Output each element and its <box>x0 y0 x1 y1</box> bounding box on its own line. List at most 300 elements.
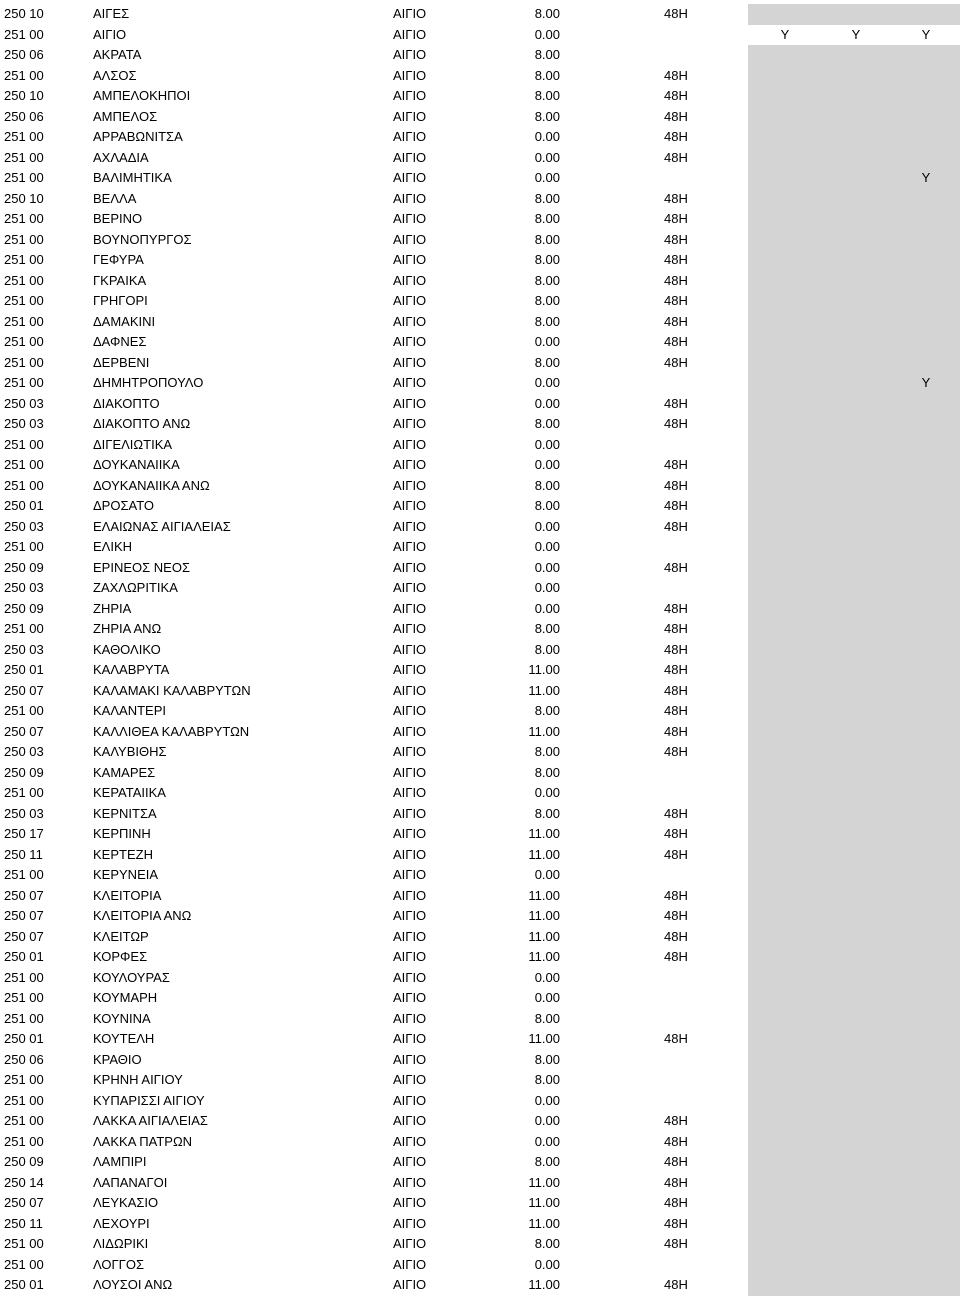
delivery-time-cell: 48H <box>664 190 688 206</box>
flag-cell-1 <box>779 1234 791 1255</box>
price-cell: 0.00 <box>534 1133 560 1149</box>
price-cell: 8.00 <box>534 764 560 780</box>
flag-cell-1 <box>779 578 791 599</box>
location-name-cell: ΚΡΑΘΙΟ <box>93 1051 142 1067</box>
city-cell: ΑΙΓΙΟ <box>393 559 427 575</box>
price-cell: 11.00 <box>528 826 560 841</box>
postal-code-cell: 250 03 <box>4 744 44 759</box>
table-row <box>0 455 960 476</box>
flag-cell-2 <box>850 660 862 681</box>
postal-code-cell: 250 14 <box>4 1174 44 1190</box>
flag-cell-1 <box>779 66 791 87</box>
table-row <box>0 1152 960 1173</box>
flag-cell-2 <box>850 640 862 661</box>
flag-cell-2 <box>850 148 862 169</box>
price-cell: 8.00 <box>534 1072 560 1087</box>
table-row <box>0 4 960 25</box>
location-name-cell: ΛΑΚΚΑ ΑΙΓΙΑΛΕΙΑΣ <box>93 1113 208 1128</box>
postal-code-cell: 251 00 <box>4 1113 44 1128</box>
flag-cell-3: Y <box>921 26 931 42</box>
price-cell: 11.00 <box>528 928 560 944</box>
city-cell: ΑΙΓΙΟ <box>393 272 427 288</box>
location-name-cell: ΔΟΥΚΑΝΑΙΙΚΑ ΑΝΩ <box>93 477 210 493</box>
table-row <box>0 496 960 517</box>
city-cell: ΑΙΓΙΟ <box>393 641 427 657</box>
delivery-time-cell: 48H <box>664 211 688 226</box>
flag-cell-2 <box>850 845 862 866</box>
flag-cell-1 <box>779 86 791 107</box>
location-name-cell: ΛΕΥΚΑΣΙΟ <box>93 1195 159 1210</box>
delivery-time-cell: 48H <box>664 149 688 165</box>
delivery-time-cell: 48H <box>664 129 688 144</box>
flag-cell-2: Y <box>851 26 861 42</box>
city-cell: ΑΙΓΙΟ <box>393 744 427 759</box>
postal-code-cell: 250 03 <box>4 518 44 534</box>
flag-cell-1 <box>779 619 791 640</box>
table-row <box>0 1050 960 1071</box>
location-name-cell: ΛΑΠΑΝΑΓΟΙ <box>93 1174 168 1190</box>
location-name-cell: ΓΕΦΥΡΑ <box>93 252 144 267</box>
table-row <box>0 845 960 866</box>
table-row <box>0 127 960 148</box>
flag-cell-2 <box>850 1009 862 1030</box>
delivery-time-cell: 48H <box>664 1154 688 1169</box>
location-name-cell: ΛΑΜΠΙΡΙ <box>93 1154 147 1169</box>
delivery-time-cell: 48H <box>664 744 688 759</box>
flag-cell-3 <box>920 1234 932 1255</box>
price-cell: 8.00 <box>534 211 560 226</box>
delivery-time-cell: 48H <box>664 662 688 677</box>
postal-code-cell: 251 00 <box>4 354 44 370</box>
location-name-cell: ΖΗΡΙΑ <box>93 600 132 616</box>
city-cell: ΑΙΓΙΟ <box>393 887 427 903</box>
price-cell: 8.00 <box>534 416 560 431</box>
flag-cell-3 <box>920 599 932 620</box>
location-name-cell: ΚΟΥΜΑΡΗ <box>93 990 158 1005</box>
delivery-time-cell: 48H <box>664 416 688 431</box>
flag-cell-3 <box>920 824 932 845</box>
price-cell: 0.00 <box>534 580 560 595</box>
table-row <box>0 824 960 845</box>
locations-table <box>0 4 960 1296</box>
flag-cell-3 <box>920 988 932 1009</box>
flag-cell-1 <box>779 1152 791 1173</box>
postal-code-cell: 250 10 <box>4 6 44 21</box>
table-row <box>0 271 960 292</box>
postal-code-cell: 251 00 <box>4 252 44 267</box>
delivery-time-cell: 48H <box>664 252 688 267</box>
flag-cell-1 <box>779 291 791 312</box>
postal-code-cell: 251 00 <box>4 272 44 288</box>
price-cell: 8.00 <box>534 703 560 718</box>
table-row <box>0 1111 960 1132</box>
flag-cell-1 <box>779 271 791 292</box>
delivery-time-cell: 48H <box>664 231 688 247</box>
flag-cell-2 <box>850 742 862 763</box>
price-cell: 11.00 <box>528 846 560 862</box>
flag-cell-1 <box>779 763 791 784</box>
flag-cell-2 <box>850 578 862 599</box>
flag-cell-3 <box>920 845 932 866</box>
flag-cell-2 <box>850 373 862 394</box>
flag-cell-1 <box>779 804 791 825</box>
flag-cell-2 <box>850 127 862 148</box>
flag-cell-2 <box>850 1234 862 1255</box>
price-cell: 11.00 <box>528 662 560 677</box>
postal-code-cell: 251 00 <box>4 170 44 185</box>
location-name-cell: ΔΟΥΚΑΝΑΙΙΚΑ <box>93 457 180 472</box>
postal-code-cell: 250 10 <box>4 88 44 103</box>
delivery-time-cell: 48H <box>664 1236 688 1251</box>
city-cell: ΑΙΓΙΟ <box>393 108 427 124</box>
flag-cell-1 <box>779 1255 791 1276</box>
price-cell: 0.00 <box>534 1113 560 1128</box>
city-cell: ΑΙΓΙΟ <box>393 990 427 1005</box>
location-name-cell: ΔΗΜΗΤΡΟΠΟΥΛΟ <box>93 375 204 390</box>
flag-cell-3 <box>920 209 932 230</box>
flag-cell-3 <box>920 1152 932 1173</box>
postal-code-cell: 251 00 <box>4 1236 44 1251</box>
postal-code-cell: 251 00 <box>4 334 44 349</box>
flag-cell-1 <box>779 394 791 415</box>
location-name-cell: ΚΟΥΤΕΛΗ <box>93 1031 155 1046</box>
location-name-cell: ΚΕΡΠΙΝΗ <box>93 826 151 841</box>
table-row <box>0 599 960 620</box>
flag-cell-2 <box>850 86 862 107</box>
price-cell: 8.00 <box>534 88 560 103</box>
location-name-cell: ΛΕΧΟΥΡΙ <box>93 1215 150 1231</box>
city-cell: ΑΙΓΙΟ <box>393 867 427 882</box>
flag-cell-2 <box>850 1091 862 1112</box>
delivery-time-cell: 48H <box>664 928 688 944</box>
table-row <box>0 1234 960 1255</box>
flag-cell-1 <box>779 230 791 251</box>
price-cell: 0.00 <box>534 436 560 452</box>
flag-cell-2 <box>850 476 862 497</box>
location-name-cell: ΔΑΜΑΚΙΝΙ <box>93 313 156 329</box>
city-cell: ΑΙΓΙΟ <box>393 580 427 595</box>
location-name-cell: ΛΙΔΩΡΙΚΙ <box>93 1236 149 1251</box>
price-cell: 8.00 <box>534 47 560 62</box>
delivery-time-cell: 48H <box>664 949 688 964</box>
postal-code-cell: 251 00 <box>4 211 44 226</box>
flag-cell-3 <box>920 865 932 886</box>
postal-code-cell: 251 00 <box>4 1092 44 1108</box>
flag-cell-1 <box>779 947 791 968</box>
table-row <box>0 927 960 948</box>
table-row <box>0 414 960 435</box>
city-cell: ΑΙΓΙΟ <box>393 375 427 390</box>
location-name-cell: ΑΚΡΑΤΑ <box>93 47 142 62</box>
postal-code-cell: 250 06 <box>4 1051 44 1067</box>
flag-cell-3 <box>920 353 932 374</box>
postal-code-cell: 251 00 <box>4 149 44 165</box>
flag-cell-1 <box>779 1111 791 1132</box>
location-name-cell: ΚΑΜΑΡΕΣ <box>93 764 156 780</box>
flag-cell-2 <box>850 168 862 189</box>
flag-cell-1 <box>779 435 791 456</box>
flag-cell-3 <box>920 1091 932 1112</box>
price-cell: 0.00 <box>534 518 560 534</box>
flag-cell-3 <box>920 230 932 251</box>
price-cell: 8.00 <box>534 67 560 83</box>
flag-cell-3 <box>920 1255 932 1276</box>
city-cell: ΑΙΓΙΟ <box>393 682 427 698</box>
price-cell: 0.00 <box>534 539 560 554</box>
location-name-cell: ΚΑΘΟΛΙΚΟ <box>93 641 161 657</box>
flag-cell-3 <box>920 332 932 353</box>
flag-cell-2 <box>850 886 862 907</box>
postal-code-cell: 251 00 <box>4 1256 44 1272</box>
delivery-time-cell: 48H <box>664 621 688 636</box>
flag-cell-2 <box>850 291 862 312</box>
location-name-cell: ΚΛΕΙΤΩΡ <box>93 928 149 944</box>
price-cell: 0.00 <box>534 969 560 985</box>
table-row <box>0 537 960 558</box>
price-cell: 0.00 <box>534 149 560 165</box>
postal-code-cell: 251 00 <box>4 26 44 42</box>
flag-cell-1 <box>779 537 791 558</box>
table-row <box>0 886 960 907</box>
location-name-cell: ΚΑΛΑΝΤΕΡΙ <box>93 703 166 718</box>
postal-code-cell: 251 00 <box>4 477 44 493</box>
city-cell: ΑΙΓΙΟ <box>393 26 427 42</box>
flag-cell-1 <box>779 1050 791 1071</box>
delivery-time-cell: 48H <box>664 1133 688 1149</box>
flag-cell-1 <box>779 1193 791 1214</box>
flag-cell-3 <box>920 640 932 661</box>
flag-cell-2 <box>850 1214 862 1235</box>
table-row <box>0 1193 960 1214</box>
postal-code-cell: 251 00 <box>4 457 44 472</box>
flag-cell-2 <box>850 230 862 251</box>
delivery-time-cell: 48H <box>664 293 688 308</box>
city-cell: ΑΙΓΙΟ <box>393 252 427 267</box>
flag-cell-1 <box>779 312 791 333</box>
postal-code-cell: 251 00 <box>4 231 44 247</box>
flag-cell-2 <box>850 763 862 784</box>
price-cell: 11.00 <box>528 887 560 903</box>
delivery-time-cell: 48H <box>664 354 688 370</box>
table-row <box>0 1070 960 1091</box>
flag-cell-3 <box>920 45 932 66</box>
flag-cell-3 <box>920 1111 932 1132</box>
location-name-cell: ΚΥΠΑΡΙΣΣΙ ΑΙΓΙΟΥ <box>93 1092 205 1108</box>
flag-cell-2 <box>850 804 862 825</box>
city-cell: ΑΙΓΙΟ <box>393 477 427 493</box>
delivery-time-cell: 48H <box>664 1174 688 1190</box>
location-name-cell: ΒΟΥΝΟΠΥΡΓΟΣ <box>93 231 192 247</box>
delivery-time-cell: 48H <box>664 1113 688 1128</box>
flag-cell-2 <box>850 1255 862 1276</box>
location-name-cell: ΚΑΛΑΜΑΚΙ ΚΑΛΑΒΡΥΤΩΝ <box>93 682 251 698</box>
flag-cell-2 <box>850 332 862 353</box>
flag-cell-1 <box>779 353 791 374</box>
table-row <box>0 517 960 538</box>
flag-cell-2 <box>850 271 862 292</box>
price-cell: 8.00 <box>534 354 560 370</box>
price-cell: 11.00 <box>528 1215 560 1231</box>
delivery-time-cell: 48H <box>664 313 688 329</box>
flag-cell-3 <box>920 517 932 538</box>
price-cell: 8.00 <box>534 641 560 657</box>
city-cell: ΑΙΓΙΟ <box>393 498 427 513</box>
flag-cell-1 <box>779 209 791 230</box>
city-cell: ΑΙΓΙΟ <box>393 1256 427 1272</box>
location-name-cell: ΒΕΡΙΝΟ <box>93 211 143 226</box>
table-row <box>0 148 960 169</box>
flag-cell-3 <box>920 927 932 948</box>
city-cell: ΑΙΓΙΟ <box>393 293 427 308</box>
flag-cell-3 <box>920 968 932 989</box>
postal-code-cell: 250 09 <box>4 764 44 780</box>
flag-cell-3 <box>920 619 932 640</box>
table-row <box>0 1173 960 1194</box>
table-row <box>0 968 960 989</box>
price-cell: 0.00 <box>534 375 560 390</box>
location-name-cell: ΚΕΡΝΙΤΣΑ <box>93 805 157 821</box>
price-cell: 0.00 <box>534 990 560 1005</box>
flag-cell-3 <box>920 1050 932 1071</box>
flag-cell-3 <box>920 722 932 743</box>
location-name-cell: ΔΕΡΒΕΝΙ <box>93 354 150 370</box>
postal-code-cell: 250 17 <box>4 826 44 841</box>
city-cell: ΑΙΓΙΟ <box>393 67 427 83</box>
location-name-cell: ΕΡΙΝΕΟΣ ΝΕΟΣ <box>93 559 190 575</box>
flag-cell-3 <box>920 804 932 825</box>
delivery-time-cell: 48H <box>664 88 688 103</box>
table-row <box>0 701 960 722</box>
flag-cell-2 <box>850 1029 862 1050</box>
price-cell: 8.00 <box>534 108 560 124</box>
flag-cell-2 <box>850 537 862 558</box>
price-cell: 0.00 <box>534 26 560 42</box>
price-cell: 0.00 <box>534 170 560 185</box>
location-name-cell: ΛΟΥΣΟΙ ΑΝΩ <box>93 1277 173 1292</box>
table-row <box>0 640 960 661</box>
flag-cell-3 <box>920 148 932 169</box>
city-cell: ΑΙΓΙΟ <box>393 764 427 780</box>
flag-cell-1 <box>779 558 791 579</box>
delivery-time-cell: 48H <box>664 682 688 698</box>
city-cell: ΑΙΓΙΟ <box>393 457 427 472</box>
flag-cell-1 <box>779 1275 791 1296</box>
flag-cell-2 <box>850 988 862 1009</box>
location-name-cell: ΑΧΛΑΔΙΑ <box>93 149 149 165</box>
city-cell: ΑΙΓΙΟ <box>393 354 427 370</box>
flag-cell-2 <box>850 250 862 271</box>
postal-code-cell: 251 00 <box>4 1072 44 1087</box>
city-cell: ΑΙΓΙΟ <box>393 539 427 554</box>
flag-cell-2 <box>850 968 862 989</box>
city-cell: ΑΙΓΙΟ <box>393 908 427 923</box>
price-cell: 0.00 <box>534 559 560 575</box>
table-row <box>0 373 960 394</box>
table-row <box>0 209 960 230</box>
city-cell: ΑΙΓΙΟ <box>393 785 427 800</box>
table-row <box>0 353 960 374</box>
postal-code-cell: 250 03 <box>4 416 44 431</box>
flag-cell-3 <box>920 1009 932 1030</box>
city-cell: ΑΙΓΙΟ <box>393 231 427 247</box>
flag-cell-1 <box>779 783 791 804</box>
table-row <box>0 25 960 46</box>
table-row <box>0 1132 960 1153</box>
table-row <box>0 722 960 743</box>
postal-code-cell: 251 00 <box>4 293 44 308</box>
flag-cell-2 <box>850 619 862 640</box>
postal-code-cell: 250 07 <box>4 1195 44 1210</box>
price-cell: 11.00 <box>528 682 560 698</box>
delivery-time-cell: 48H <box>664 703 688 718</box>
location-name-cell: ΚΑΛΑΒΡΥΤΑ <box>93 662 170 677</box>
flag-cell-3 <box>920 906 932 927</box>
flag-cell-3: Y <box>921 170 931 185</box>
flag-cell-1 <box>779 722 791 743</box>
table-row <box>0 332 960 353</box>
price-cell: 8.00 <box>534 1010 560 1026</box>
table-row <box>0 476 960 497</box>
price-cell: 0.00 <box>534 1256 560 1272</box>
flag-cell-2 <box>850 189 862 210</box>
flag-cell-2 <box>850 927 862 948</box>
city-cell: ΑΙΓΙΟ <box>393 47 427 62</box>
postal-code-cell: 251 00 <box>4 785 44 800</box>
location-name-cell: ΚΛΕΙΤΟΡΙΑ ΑΝΩ <box>93 908 192 923</box>
postal-code-cell: 251 00 <box>4 969 44 985</box>
flag-cell-3 <box>920 1193 932 1214</box>
delivery-time-cell: 48H <box>664 6 688 21</box>
city-cell: ΑΙΓΙΟ <box>393 211 427 226</box>
city-cell: ΑΙΓΙΟ <box>393 662 427 677</box>
flag-cell-2 <box>850 783 862 804</box>
table-row <box>0 1255 960 1276</box>
city-cell: ΑΙΓΙΟ <box>393 1051 427 1067</box>
city-cell: ΑΙΓΙΟ <box>393 1072 427 1087</box>
price-cell: 0.00 <box>534 1092 560 1108</box>
location-name-cell: ΒΑΛΙΜΗΤΙΚΑ <box>93 170 172 185</box>
price-cell: 8.00 <box>534 744 560 759</box>
flag-cell-2 <box>850 681 862 702</box>
location-name-cell: ΑΛΣΟΣ <box>93 67 137 83</box>
flag-cell-2 <box>850 558 862 579</box>
flag-cell-3 <box>920 455 932 476</box>
price-cell: 0.00 <box>534 785 560 800</box>
flag-cell-1 <box>779 1132 791 1153</box>
delivery-time-cell: 48H <box>664 395 688 411</box>
flag-cell-2 <box>850 66 862 87</box>
price-cell: 8.00 <box>534 190 560 206</box>
flag-cell-2 <box>850 394 862 415</box>
city-cell: ΑΙΓΙΟ <box>393 600 427 616</box>
flag-cell-1 <box>779 640 791 661</box>
location-name-cell: ΚΑΛΛΙΘΕΑ ΚΑΛΑΒΡΥΤΩΝ <box>93 723 250 739</box>
location-name-cell: ΖΗΡΙΑ ΑΝΩ <box>93 621 162 636</box>
flag-cell-1 <box>779 742 791 763</box>
delivery-time-cell: 48H <box>664 887 688 903</box>
city-cell: ΑΙΓΙΟ <box>393 149 427 165</box>
price-cell: 8.00 <box>534 1154 560 1169</box>
table-row <box>0 763 960 784</box>
postal-code-cell: 250 03 <box>4 580 44 595</box>
flag-cell-2 <box>850 865 862 886</box>
city-cell: ΑΙΓΙΟ <box>393 395 427 411</box>
price-cell: 8.00 <box>534 293 560 308</box>
postal-code-cell: 251 00 <box>4 1010 44 1026</box>
price-cell: 0.00 <box>534 334 560 349</box>
postal-code-cell: 250 01 <box>4 498 44 513</box>
city-cell: ΑΙΓΙΟ <box>393 129 427 144</box>
